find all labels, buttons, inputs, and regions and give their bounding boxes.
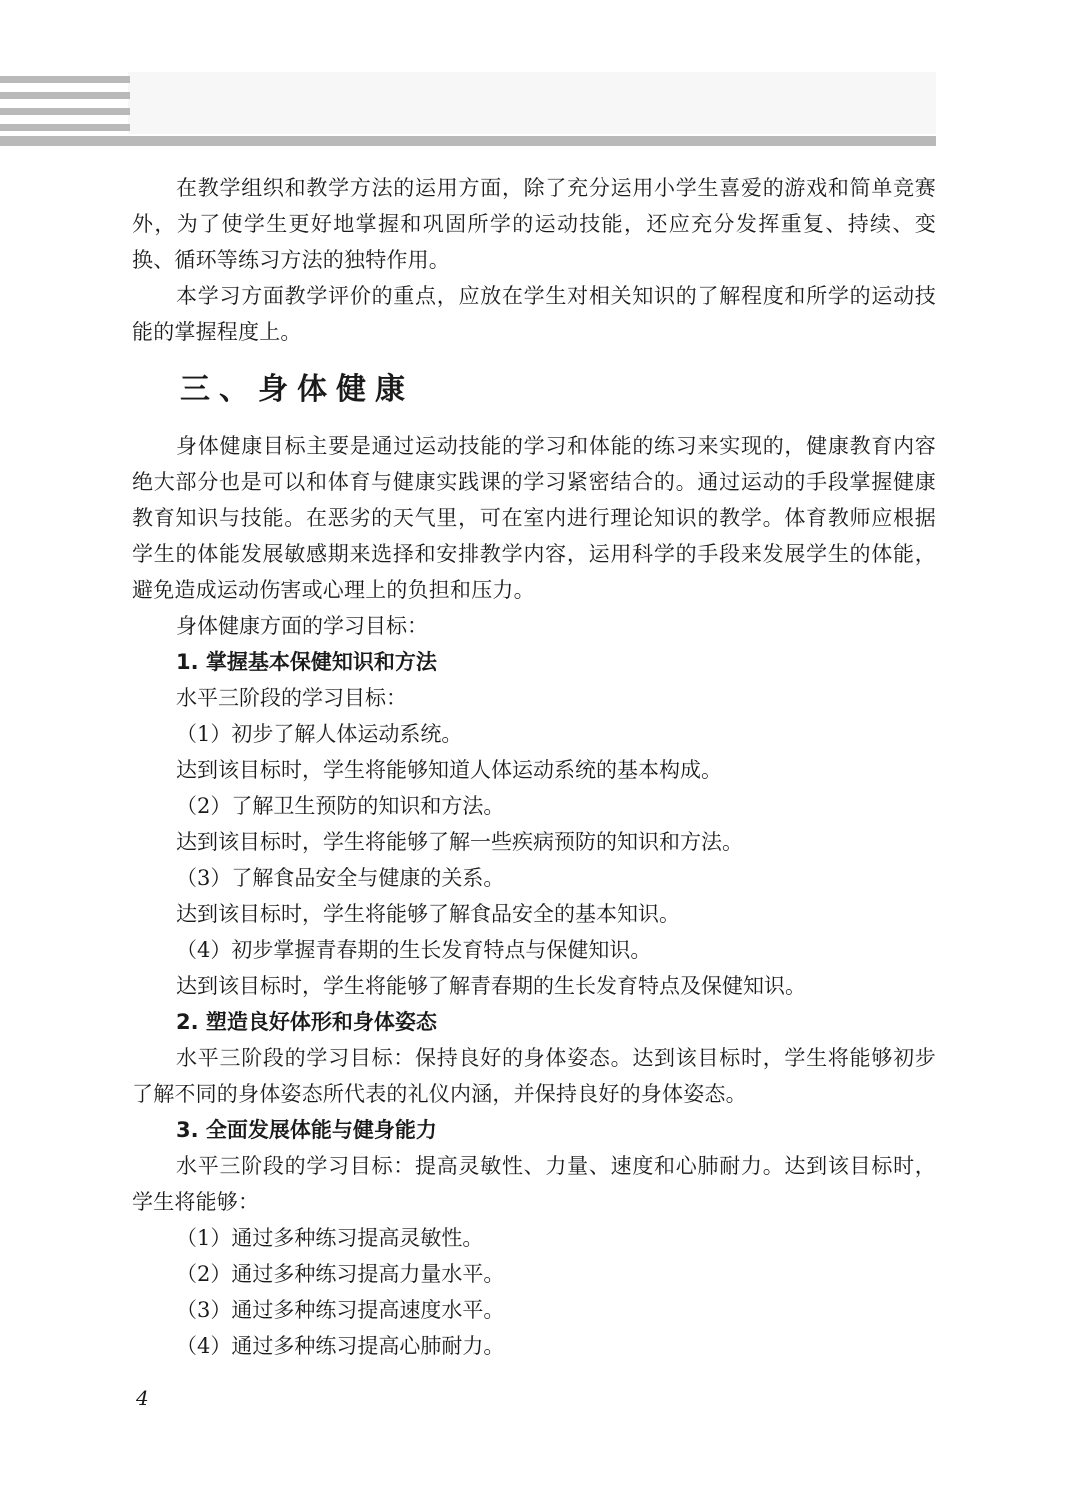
header-rule <box>0 136 936 146</box>
list-item: （1）通过多种练习提高灵敏性。 <box>176 1226 484 1250</box>
goals-intro: 身体健康方面的学习目标： <box>176 614 428 638</box>
list-item: （4）通过多种练习提高心肺耐力。 <box>176 1334 505 1358</box>
list-item: （2）通过多种练习提高力量水平。 <box>176 1262 505 1286</box>
subsection-heading: 2. 塑造良好体形和身体姿态 <box>176 1010 437 1034</box>
list-item: 达到该目标时，学生将能够了解青春期的生长发育特点及保健知识。 <box>176 974 806 998</box>
list-item: 达到该目标时，学生将能够知道人体运动系统的基本构成。 <box>176 758 722 782</box>
page-number: 4 <box>136 1386 149 1410</box>
list-item: （1）初步了解人体运动系统。 <box>176 722 463 746</box>
list-item: （2）了解卫生预防的知识和方法。 <box>176 794 505 818</box>
list-item: （3）通过多种练习提高速度水平。 <box>176 1298 505 1322</box>
list-item: （3）了解食品安全与健康的关系。 <box>176 866 505 890</box>
subsection-heading: 1. 掌握基本保健知识和方法 <box>176 650 437 674</box>
paragraph: 在教学组织和教学方法的运用方面，除了充分运用小学生喜爱的游戏和简单竞赛外，为了使学生更好地掌握和巩固所学的运动技能，还应充分发挥重复、持续、变换、循环等练习方法的独特作用。 <box>132 176 936 272</box>
section-title: 三、身体健康 <box>180 372 414 407</box>
page-body <box>132 170 936 1364</box>
paragraph: 水平三阶段的学习目标：提高灵敏性、力量、速度和心肺耐力。达到该目标时，学生将能够： <box>132 1154 936 1214</box>
header-stripe <box>0 124 130 131</box>
paragraph: 水平三阶段的学习目标：保持良好的身体姿态。达到该目标时，学生将能够初步了解不同的身体姿态所代表的礼仪内涵，并保持良好的身体姿态。 <box>132 1046 936 1106</box>
intro-paragraph: 身体健康目标主要是通过运动技能的学习和体能的练习来实现的，健康教育内容绝大部分也是可以和体育与健康实践课的学习紧密结合的。通过运动的手段掌握健康教育知识与技能。在恶劣的天气里，可在室内进行理论知识的教学。体育教师应根据学生的体能发展敏感期来选择和安排教学内容，运用科学的手段来发展学生的体能，避免造成运动伤害或心理上的负担和压力。 <box>132 434 936 602</box>
list-item: 达到该目标时，学生将能够了解食品安全的基本知识。 <box>176 902 680 926</box>
list-item: （4）初步掌握青春期的生长发育特点与保健知识。 <box>176 938 652 962</box>
page-header-decoration <box>0 0 1065 160</box>
list-item: 达到该目标时，学生将能够了解一些疾病预防的知识和方法。 <box>176 830 743 854</box>
header-stripe <box>0 108 130 115</box>
header-band <box>128 72 936 134</box>
list-item: 水平三阶段的学习目标： <box>176 686 407 710</box>
paragraph: 本学习方面教学评价的重点，应放在学生对相关知识的了解程度和所学的运动技能的掌握程度上。 <box>132 284 936 344</box>
header-stripe <box>0 76 130 83</box>
header-stripe <box>0 92 130 99</box>
subsection-heading: 3. 全面发展体能与健身能力 <box>176 1118 437 1142</box>
